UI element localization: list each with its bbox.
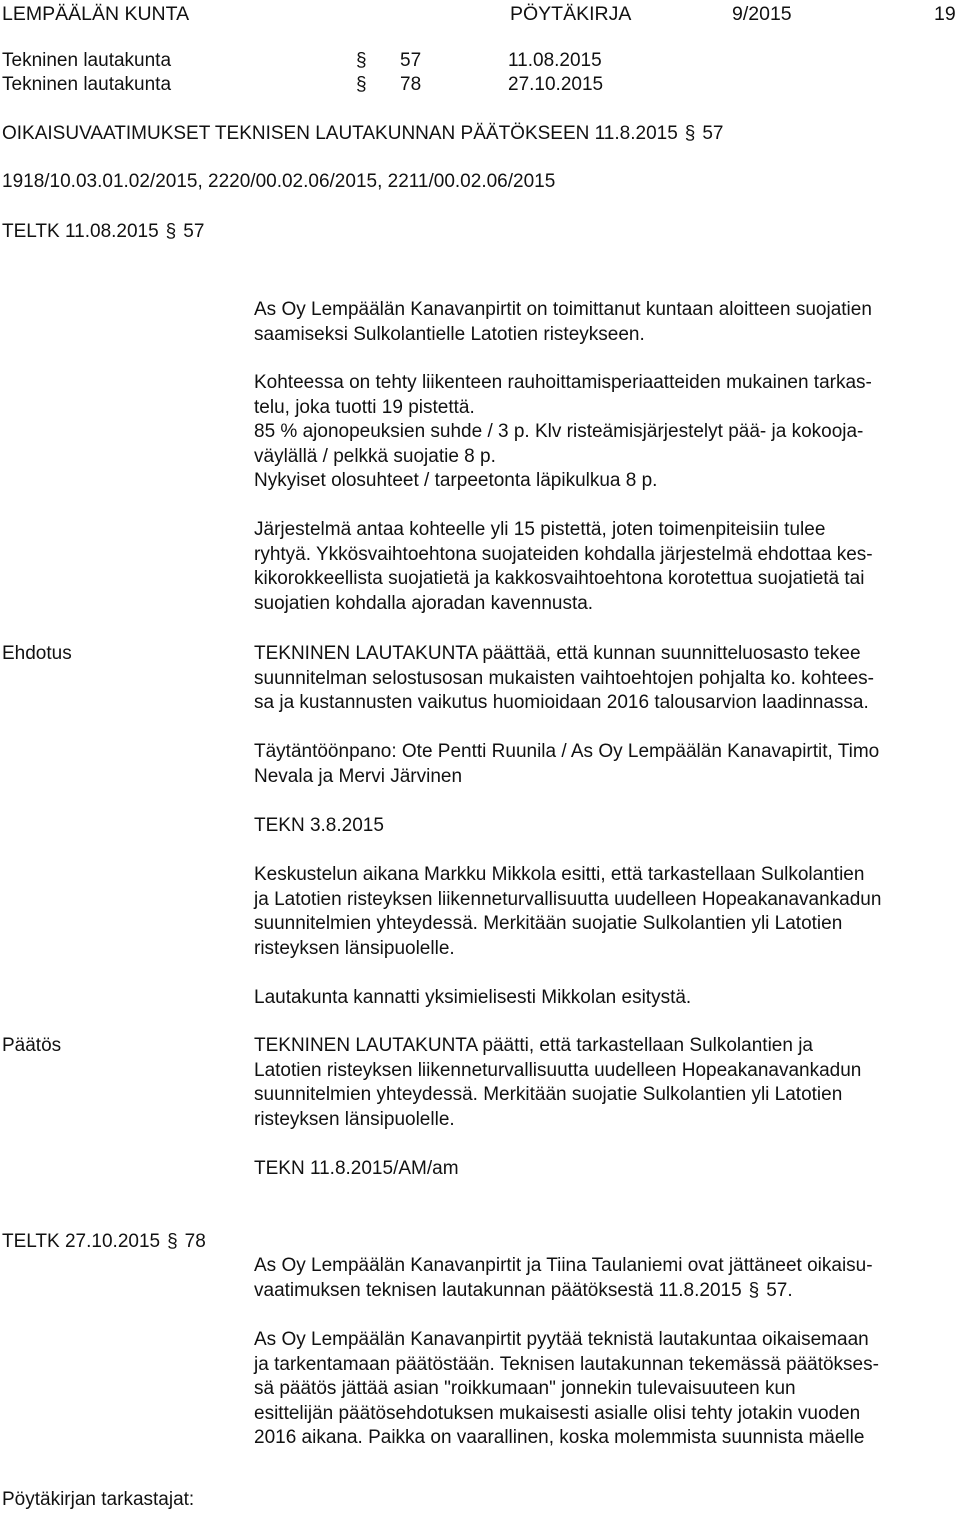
text-line: Lautakunta kannatti yksimielisesti Mikkolan esitystä.: [254, 987, 692, 1008]
text-line: Latotien risteyksen liikenneturvallisuutta uudelleen Hopeakanavankadun: [254, 1059, 862, 1081]
section-sign-icon: §: [167, 1231, 178, 1252]
text-line: Täytäntöönpano: Ote Pentti Ruunila / As Oy Lempäälän Kanavapirtit, Timo: [254, 741, 880, 762]
text-line: TEKN 3.8.2015: [254, 815, 384, 836]
support-paragraph: [254, 986, 954, 1011]
paragraph: [254, 298, 954, 347]
item-section: 78: [184, 1231, 206, 1252]
text-line: Järjestelmä antaa kohteelle yli 15 pistettä, joten toimenpiteisiin tulee: [254, 519, 826, 540]
document-number: 9/2015: [732, 3, 792, 25]
text-line: esittelijän päätösehdotuksen mukaisesti asialle olisi tehty jotakin vuoden: [254, 1402, 861, 1424]
reference-date: 11.08.2015: [508, 50, 602, 71]
text-line: risteyksen länsipuolelle.: [254, 1108, 455, 1130]
reference-section: 57: [400, 50, 422, 71]
text-line: TEKNINEN LAUTAKUNTA päättää, että kunnan suunnitteluosasto tekee: [254, 643, 861, 664]
reference-body: Tekninen lautakunta: [2, 74, 172, 95]
text-line: Keskustelun aikana Markku Mikkola esitti, että tarkastellaan Sulkolantien: [254, 864, 865, 885]
paragraph: [254, 518, 954, 616]
proposal-label: Ehdotus: [2, 643, 72, 664]
text-line: suunnitelman selostusosan mukaisten vaihtoehtojen pohjalta ko. kohtees-: [254, 667, 874, 689]
item-label-text: TELTK 27.10.2015: [2, 1231, 161, 1252]
municipality-name: LEMPÄÄLÄN KUNTA: [2, 3, 190, 25]
section-sign-icon: §: [356, 74, 367, 95]
item-label: [2, 1230, 206, 1255]
text-line: telu, joka tuotti 19 pistettä.: [254, 396, 475, 418]
document-heading: [2, 122, 723, 147]
meeting-reference: [254, 1157, 954, 1182]
paragraph: [254, 371, 954, 494]
item-section: 57: [183, 221, 205, 242]
heading-section: 57: [702, 123, 724, 144]
text-segment: vaatimuksen teknisen lautakunnan päätöksestä 11.8.2015: [254, 1279, 742, 1301]
text-line: ja Latotien risteyksen liikenneturvallisuutta uudelleen Hopeakanavankadun: [254, 888, 882, 910]
page-number: 19: [934, 3, 956, 25]
section-ref: 57.: [766, 1279, 793, 1301]
text-line: Nykyiset olosuhteet / tarpeetonta läpikulkua 8 p.: [254, 470, 658, 491]
text-line: väylällä / pelkkä suojatie 8 p.: [254, 445, 496, 467]
text-line: As Oy Lempäälän Kanavanpirtit ja Tiina Taulaniemi ovat jättäneet oikaisu-: [254, 1255, 873, 1276]
reference-section: 78: [400, 74, 422, 95]
decision-paragraph: [254, 1034, 954, 1132]
case-numbers: 1918/10.03.01.02/2015, 2220/00.02.06/2015, 2211/00.02.06/2015: [2, 171, 556, 192]
item-label: [2, 220, 204, 245]
text-line: ja tarkentamaan päätöstään. Teknisen lautakunnan tekemässä päätökses-: [254, 1353, 879, 1375]
reference-body: Tekninen lautakunta: [2, 50, 172, 71]
text-line: kikorokkeellista suojatietä ja kakkosvaihtoehtona korotettua suojatietä tai: [254, 568, 865, 589]
meeting-reference: [254, 814, 954, 839]
text-line: 2016 aikana. Paikka on vaarallinen, koska molemmista suunnista mäelle: [254, 1427, 865, 1448]
text-line: suunnitelmien yhteydessä. Merkitään suojatie Sulkolantien yli Latotien: [254, 913, 843, 934]
paragraph: [254, 1328, 954, 1451]
decision-label: Päätös: [2, 1035, 62, 1056]
section-sign-icon: §: [684, 123, 696, 144]
text-line: Kohteessa on tehty liikenteen rauhoittamisperiaatteiden mukainen tarkas-: [254, 372, 872, 393]
execution-paragraph: [254, 740, 954, 789]
text-line: suojatien kohdalla ajoradan kavennusta.: [254, 592, 594, 614]
text-line: [254, 1279, 954, 1304]
text-line: 85 % ajonopeuksien suhde / 3 p. Klv risteämisjärjestelyt pää- ja kokooja-: [254, 421, 864, 442]
text-line: As Oy Lempäälän Kanavanpirtit on toimittanut kuntaan aloitteen suojatien: [254, 299, 872, 320]
reference-date: 27.10.2015: [508, 74, 604, 95]
discussion-paragraph: [254, 863, 954, 961]
text-line: Nevala ja Mervi Järvinen: [254, 765, 463, 787]
text-line: TEKNINEN LAUTAKUNTA päätti, että tarkastellaan Sulkolantien ja: [254, 1035, 813, 1056]
document-type: PÖYTÄKIRJA: [510, 3, 632, 25]
section-sign-icon: §: [356, 50, 367, 71]
reviewers-label: Pöytäkirjan tarkastajat:: [2, 1489, 195, 1510]
heading-title: OIKAISUVAATIMUKSET TEKNISEN LAUTAKUNNAN PÄÄTÖKSEEN 11.8.2015: [2, 123, 678, 144]
item-label-text: TELTK 11.08.2015: [2, 221, 159, 242]
text-line: sä päätös jättää asian "roikkumaan" jonnekin tulevaisuuteen kun: [254, 1378, 796, 1399]
text-line: suunnitelmien yhteydessä. Merkitään suojatie Sulkolantien yli Latotien: [254, 1084, 843, 1105]
paragraph: [254, 1254, 954, 1303]
text-line: As Oy Lempäälän Kanavanpirtit pyytää teknistä lautakuntaa oikaisemaan: [254, 1329, 869, 1350]
section-sign-icon: §: [165, 221, 177, 242]
text-line: risteyksen länsipuolelle.: [254, 937, 455, 959]
text-line: TEKN 11.8.2015/AM/am: [254, 1158, 459, 1179]
text-line: saamiseksi Sulkolantielle Latotien risteykseen.: [254, 323, 645, 345]
proposal-paragraph: [254, 642, 954, 716]
text-line: ryhtyä. Ykkösvaihtoehtona suojateiden kohdalla järjestelmä ehdottaa kes-: [254, 543, 873, 565]
section-sign-icon: §: [748, 1279, 760, 1301]
text-line: sa ja kustannusten vaikutus huomioidaan 2016 talousarvion laadinnassa.: [254, 692, 869, 713]
